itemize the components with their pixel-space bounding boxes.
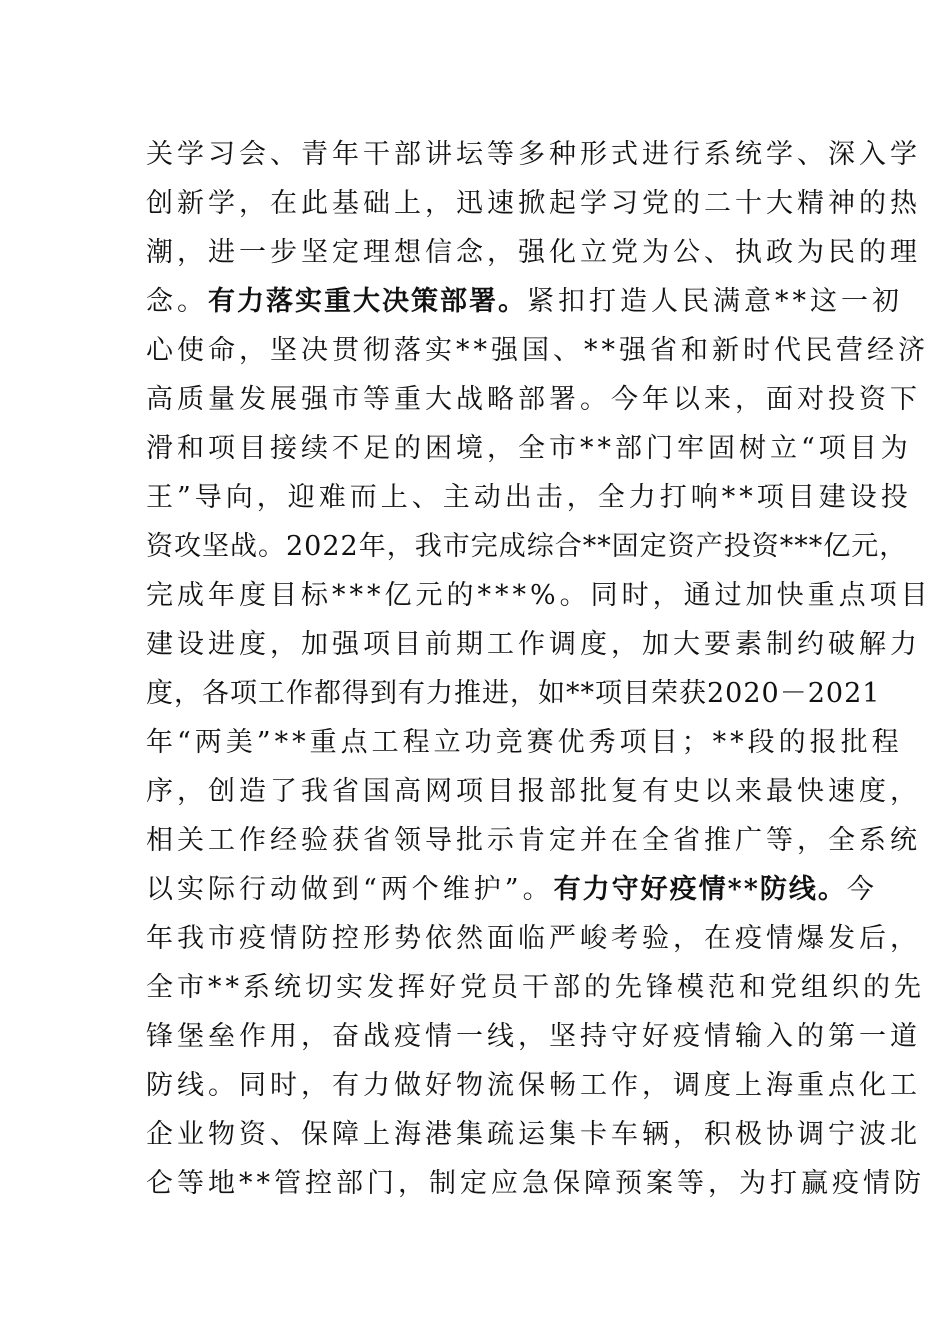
text-run: 王”导向，迎难而上、主动出击，全力打响**项目建设投 [146,482,912,513]
text-line [146,571,932,620]
text-run: 锋堡垒作用，奋战疫情一线，坚持守好疫情输入的第一道 [146,1021,921,1052]
text-run: 年我市疫情防控形势依然面临严峻考验，在疫情爆发后， [146,923,921,954]
text-line [146,1012,921,1061]
text-run: 建设进度，加强项目前期工作调度，加大要素制约破解力 [146,629,921,660]
text-run: 滑和项目接续不足的困境，全市**部门牢固树立“项目为 [146,433,912,464]
text-run: 资攻坚战。2022年，我市完成综合**固定资产投资***亿元， [146,531,908,562]
text-line [146,620,921,669]
text-run: 紧扣打造人民满意**这一初 [527,286,903,317]
text-run: 今 [846,874,878,905]
text-line [146,767,921,816]
text-run: 年“两美”**重点工程立功竞赛优秀项目；**段的报批程 [146,727,903,758]
text-run: 高质量发展强市等重大战略部署。今年以来，面对投资下 [146,384,921,415]
text-line [146,424,912,473]
bold-heading-run: 有力守好疫情**防线。 [553,874,847,905]
text-run: 序，创造了我省国高网项目报部批复有史以来最快速度， [146,776,921,807]
text-run: 以实际行动做到“两个维护”。 [146,874,554,905]
text-line [146,1110,921,1159]
text-line [146,865,878,914]
text-line [146,816,921,865]
text-run: 仑等地**管控部门，制定应急保障预案等，为打赢疫情防 [146,1168,925,1199]
text-line [146,228,921,277]
text-line [146,130,921,179]
text-run: 相关工作经验获省领导批示肯定并在全省推广等，全系统 [146,825,921,856]
text-run: 全市**系统切实发挥好党员干部的先锋模范和党组织的先 [146,972,925,1003]
text-line [146,718,903,767]
text-line [146,326,929,375]
text-line [146,473,912,522]
text-line [146,179,921,228]
text-line [146,375,921,424]
text-run: 完成年度目标***亿元的***%。同时，通过加快重点项目 [146,580,932,611]
text-run: 念。 [146,286,208,317]
text-run: 关学习会、青年干部讲坛等多种形式进行系统学、深入学 [146,139,921,170]
text-line [146,522,908,571]
text-run: 防线。同时，有力做好物流保畅工作，调度上海重点化工 [146,1070,921,1101]
text-run: 潮，进一步坚定理想信念，强化立党为公、执政为民的理 [146,237,921,268]
text-line [146,963,925,1012]
text-run: 心使命，坚决贯彻落实**强国、**强省和新时代民营经济 [146,335,929,366]
text-line [146,277,903,326]
text-line [146,1061,921,1110]
text-line [146,914,921,963]
text-line [146,669,881,718]
text-run: 企业物资、保障上海港集疏运集卡车辆，积极协调宁波北 [146,1119,921,1150]
text-run: 创新学，在此基础上，迅速掀起学习党的二十大精神的热 [146,188,921,219]
text-line [146,1159,925,1208]
bold-heading-run: 有力落实重大决策部署。 [208,286,527,317]
text-run: 度，各项工作都得到有力推进，如**项目荣获2020－2021 [146,678,881,709]
body-text [146,130,932,1208]
